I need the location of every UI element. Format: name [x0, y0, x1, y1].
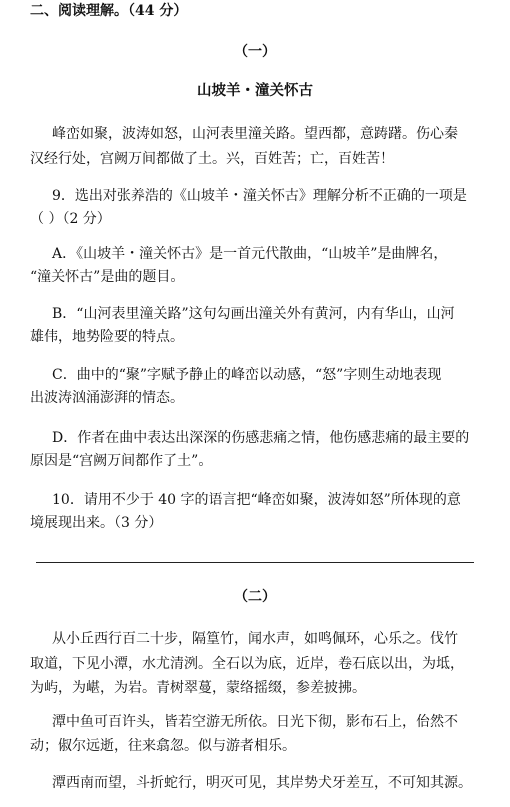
passage-line: 从小丘西行百二十步，隔篁竹，闻水声，如鸣佩环，心乐之。伐竹	[52, 631, 458, 647]
poem-title: 山坡羊・潼关怀古	[197, 82, 313, 99]
passage-line: 取道，下见小潭，水尤清洌。全石以为底，近岸，卷石底以出，为坻，	[30, 656, 464, 672]
option-d-line: D．作者在曲中表达出深深的伤感悲痛之情，他伤感悲痛的最主要的	[52, 430, 470, 446]
poem-line: 汉经行处，宫阙万间都做了土。兴，百姓苦；亡，百姓苦！	[30, 151, 394, 167]
option-a-line: A．《山坡羊・潼关怀古》是一首元代散曲，“山坡羊”是曲牌名，	[52, 246, 448, 262]
passage-line: 潭西南而望，斗折蛇行，明灭可见，其岸势犬牙差互，不可知其源。	[52, 775, 472, 791]
question-10-line: 境展现出来。（3 分）	[30, 515, 163, 531]
option-a-line: “潼关怀古”是曲的题目。	[30, 269, 185, 285]
option-d-line: 原因是“宫阙万间都作了土”。	[30, 453, 213, 469]
option-c-line: C．曲中的“聚”字赋予静止的峰峦以动感，“怒”字则生动地表现	[52, 367, 442, 383]
poem-line: 峰峦如聚，波涛如怒，山河表里潼关路。望西都，意踌躇。伤心秦	[52, 126, 458, 142]
part-two-number: （二）	[234, 589, 276, 605]
option-b-line: 雄伟，地势险要的特点。	[30, 329, 184, 345]
question-10-line: 10．请用不少于 40 字的语言把“峰峦如聚，波涛如怒”所体现的意	[52, 492, 461, 508]
question-9-answer-blank[interactable]: （ ）（2 分）	[30, 211, 111, 227]
passage-line: 为屿，为嵁，为岩。青树翠蔓，蒙络摇缀，参差披拂。	[30, 680, 366, 696]
option-c-line: 出波涛汹涌澎湃的情态。	[30, 390, 184, 406]
section-heading: 二、阅读理解。（44 分）	[30, 3, 188, 19]
answer-line[interactable]	[36, 562, 474, 563]
option-b-line: B．“山河表里潼关路”这句勾画出潼关外有黄河，内有华山，山河	[52, 306, 455, 322]
question-9-stem: 9．选出对张养浩的《山坡羊・潼关怀古》理解分析不正确的一项是	[52, 188, 467, 204]
passage-line: 动；俶尔远逝，往来翕忽。似与游者相乐。	[30, 738, 296, 754]
part-one-number: （一）	[234, 44, 276, 60]
passage-line: 潭中鱼可百许头，皆若空游无所依。日光下彻，影布石上，佁然不	[52, 714, 458, 730]
